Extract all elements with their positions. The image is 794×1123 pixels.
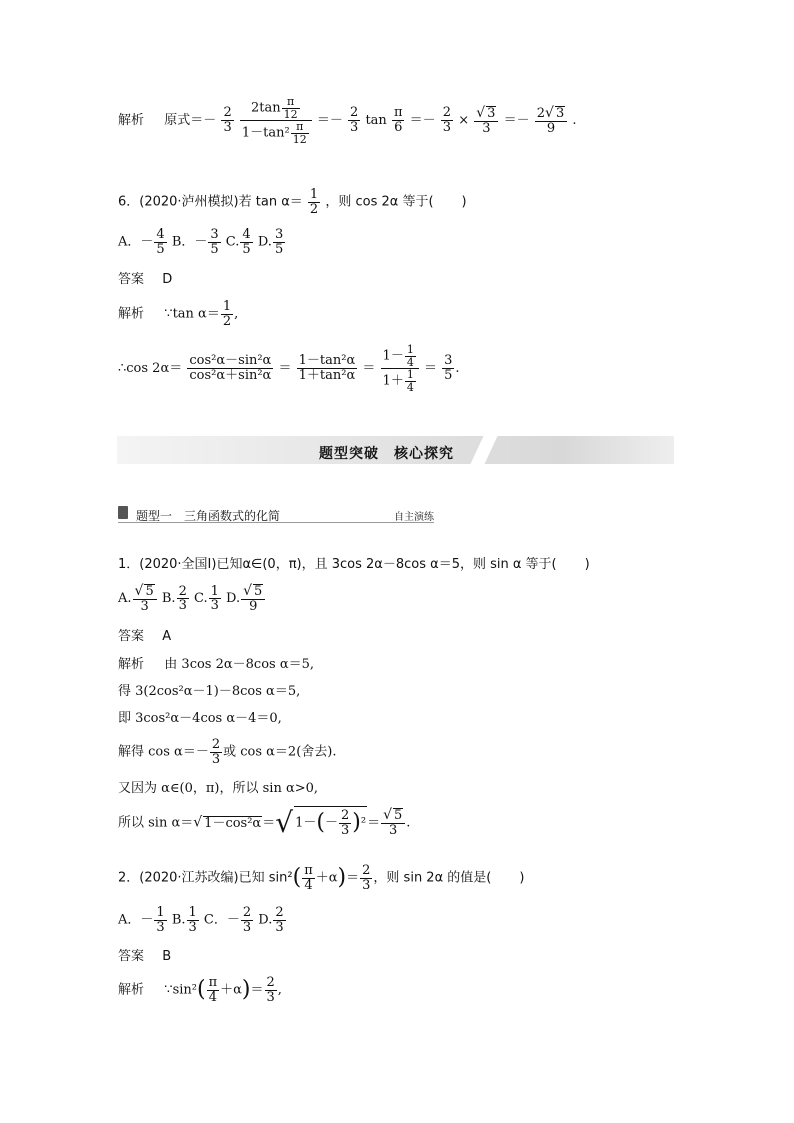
fraction: $\frac{2}{3}$: [350, 105, 359, 136]
fraction: $\frac{\text{1－tan²α}}{\text{1＋tan²α}}$: [298, 353, 356, 384]
paren-close: ): [519, 870, 525, 886]
fraction: $\frac{3}{5}$: [274, 227, 284, 257]
solution-text: 或 cos α＝2(舍去).: [223, 744, 337, 760]
equals: ＝: [346, 870, 360, 886]
q6-answer: [118, 273, 172, 286]
fraction: $\frac{\text{cos²α－sin²α}}{\text{cos²α＋sin²α}}$: [189, 353, 272, 384]
plus-alpha: ＋α: [315, 870, 338, 886]
solution-text: ∵sin²: [164, 982, 197, 998]
q1-solution-4: [118, 738, 336, 766]
answer-label: 答案: [118, 949, 145, 964]
q2-stem-text: 2．(2020·江苏改编)已知 sin²: [118, 870, 293, 886]
answer-label: 答案: [118, 272, 145, 287]
equals: ＝: [362, 361, 376, 377]
expr-prefix: 原式＝－: [164, 113, 217, 129]
solution-text: 即 3cos²α－4cos α－4＝0,: [118, 711, 282, 726]
fraction: $\frac{2}{3}$: [211, 737, 221, 767]
option-a: A．－: [118, 912, 154, 928]
q1-solution-5: [118, 782, 318, 795]
option-b: B.: [161, 591, 176, 607]
fraction: $\frac{2}{3}$: [242, 905, 252, 935]
tan-fraction: 2tan $\frac{\pi}{12}$ 1－tan² $\frac{\pi}{12}$: [240, 96, 312, 145]
equals: ＝－: [503, 113, 530, 129]
solution-label: 解析: [118, 306, 145, 322]
q6-solution-2: [118, 344, 460, 393]
top-solution: [118, 96, 577, 145]
solution-text: 由 3cos 2α－8cos α＝5,: [164, 657, 315, 672]
solution-text: 解得 cos α＝－: [118, 744, 209, 760]
fraction: $\frac{\pi}{4}$: [208, 975, 218, 1005]
answer-value: D: [162, 272, 173, 287]
period: .: [406, 815, 411, 831]
topic-title: 题型一 三角函数式的化简: [136, 509, 281, 523]
topic-tag: 自主演练: [394, 512, 434, 523]
answer-value: A: [162, 629, 172, 644]
sqrt-fraction: $\frac{√ 5}{3}$: [133, 584, 157, 613]
sqrt-sign: √: [275, 806, 294, 840]
q1-solution-2: [118, 685, 300, 698]
fraction: $\frac{2}{3}$: [223, 105, 232, 136]
q1-stem: [118, 558, 590, 571]
solution-text: 得 3(2cos²α－1)－8cos α＝5,: [118, 684, 301, 699]
fraction: $\frac{3}{5}$: [444, 353, 453, 384]
q6-options: [118, 228, 286, 256]
equals: ＝: [250, 982, 264, 998]
banner-slash: [470, 436, 497, 464]
fraction: $\frac{\pi}{4}$: [304, 863, 313, 893]
sqrt-body: 1－(－ $\frac{2}{3}$ )²: [295, 808, 367, 838]
sqrt-fraction: $\frac{√ 5}{9}$: [241, 584, 265, 613]
sqrt-fraction: $\frac{√ 5}{3}$: [381, 808, 405, 837]
period: .: [572, 113, 577, 129]
q6-stem-text2: ，则 cos 2α 等于(: [325, 194, 434, 210]
fraction: $\frac{1}{3}$: [210, 583, 219, 614]
topic-header: [118, 505, 434, 523]
equals: ＝: [367, 815, 381, 831]
q2-stem-text2: ，则 sin 2α 的值是(: [373, 870, 492, 886]
sqrt-fraction: $\frac{2√ 3}{9}$: [535, 106, 567, 135]
fraction: $\frac{1}{3}$: [188, 905, 197, 935]
option-c: C．－: [203, 912, 240, 928]
equals: ＝: [423, 361, 437, 377]
compound-fraction: 1－ $\frac{1}{4}$ 1＋ $\frac{1}{4}$: [381, 344, 419, 393]
bookmark-icon: [118, 506, 128, 519]
answer-value: B: [162, 949, 172, 964]
q2-answer: [118, 950, 171, 963]
sqrt-sign: √: [193, 814, 203, 831]
paren-close: ): [461, 194, 467, 210]
paren-close: ): [584, 557, 590, 572]
option-d: D.: [257, 234, 272, 250]
solution-text: 所以 sin α＝: [118, 815, 194, 831]
fraction: $\frac{1}{2}$: [222, 299, 232, 329]
fraction: $\frac{4}{5}$: [242, 227, 251, 257]
plus-alpha: ＋α: [220, 982, 242, 998]
q1-solution-6: [118, 806, 410, 838]
equals: ＝－: [409, 113, 436, 129]
solution-label: 解析: [118, 113, 145, 129]
sqrt-body: 1－cos²α: [204, 815, 262, 831]
section-banner: [117, 436, 674, 464]
fraction: $\frac{1}{3}$: [156, 905, 165, 935]
sqrt-fraction: $\frac{√ 3}{3}$: [474, 106, 498, 135]
tan-text: tan: [365, 113, 387, 129]
fraction: $\frac{2}{3}$: [275, 905, 284, 935]
option-b: B.: [171, 912, 186, 928]
option-a: A.: [118, 591, 132, 607]
solution-label: 解析: [118, 982, 145, 998]
equals: ＝: [262, 815, 276, 831]
solution-text: ∴cos 2α＝: [118, 361, 183, 377]
fraction: $\frac{\pi}{6}$: [393, 105, 403, 136]
option-c: C.: [193, 591, 208, 607]
option-d: D.: [226, 591, 241, 607]
fraction: $\frac{2}{3}$: [362, 863, 371, 893]
fraction: $\frac{4}{5}$: [156, 227, 165, 257]
q6-stem-text: 6．(2020·泸州模拟)若 tan α＝: [118, 194, 303, 210]
q2-options: [118, 906, 287, 934]
q6-solution-1: [118, 300, 238, 328]
q1-solution-1: [118, 658, 314, 671]
option-b: B．－: [171, 234, 208, 250]
fraction: $\frac{3}{5}$: [210, 227, 219, 257]
fraction: $\frac{2}{3}$: [442, 105, 452, 136]
fraction: $\frac{1}{2}$: [309, 187, 319, 217]
q2-stem: 2．(2020·江苏改编)已知 sin²( $\frac{\pi}{4}$ ＋α)＝ $\frac{2}{3}$ ，则 sin 2α 的值是( ): [118, 863, 525, 893]
fraction: $\frac{2}{3}$: [266, 975, 275, 1005]
q1-options: [118, 584, 266, 613]
fraction: $\frac{2}{3}$: [178, 583, 187, 614]
option-d: D.: [258, 912, 273, 928]
q1-answer: [118, 630, 171, 643]
q1-stem-text: 1．(2020·全国Ⅰ)已知α∈(0，π)，且 3cos 2α－8cos α＝5，则 sin α 等于(: [118, 557, 557, 572]
equals: ＝: [278, 361, 292, 377]
times: ×: [458, 113, 470, 129]
option-c: C.: [225, 234, 240, 250]
equals: ＝－: [316, 113, 343, 129]
period: .: [455, 361, 460, 377]
solution-label: 解析: [118, 657, 145, 672]
q2-solution-1: 解析 ∵sin²( $\frac{\pi}{4}$ ＋α)＝ $\frac{2}{3}$ ,: [118, 975, 282, 1005]
q6-stem: [118, 188, 467, 216]
solution-text: ∵tan α＝: [164, 306, 220, 322]
comma: ,: [234, 306, 239, 322]
option-a: A．－: [118, 234, 154, 250]
comma: ,: [277, 982, 282, 998]
solution-text: 又因为 α∈(0，π)，所以 sin α>0,: [118, 781, 319, 796]
answer-label: 答案: [118, 629, 145, 644]
q1-solution-3: [118, 712, 282, 725]
banner-title: 题型突破 核心探究: [319, 446, 454, 462]
